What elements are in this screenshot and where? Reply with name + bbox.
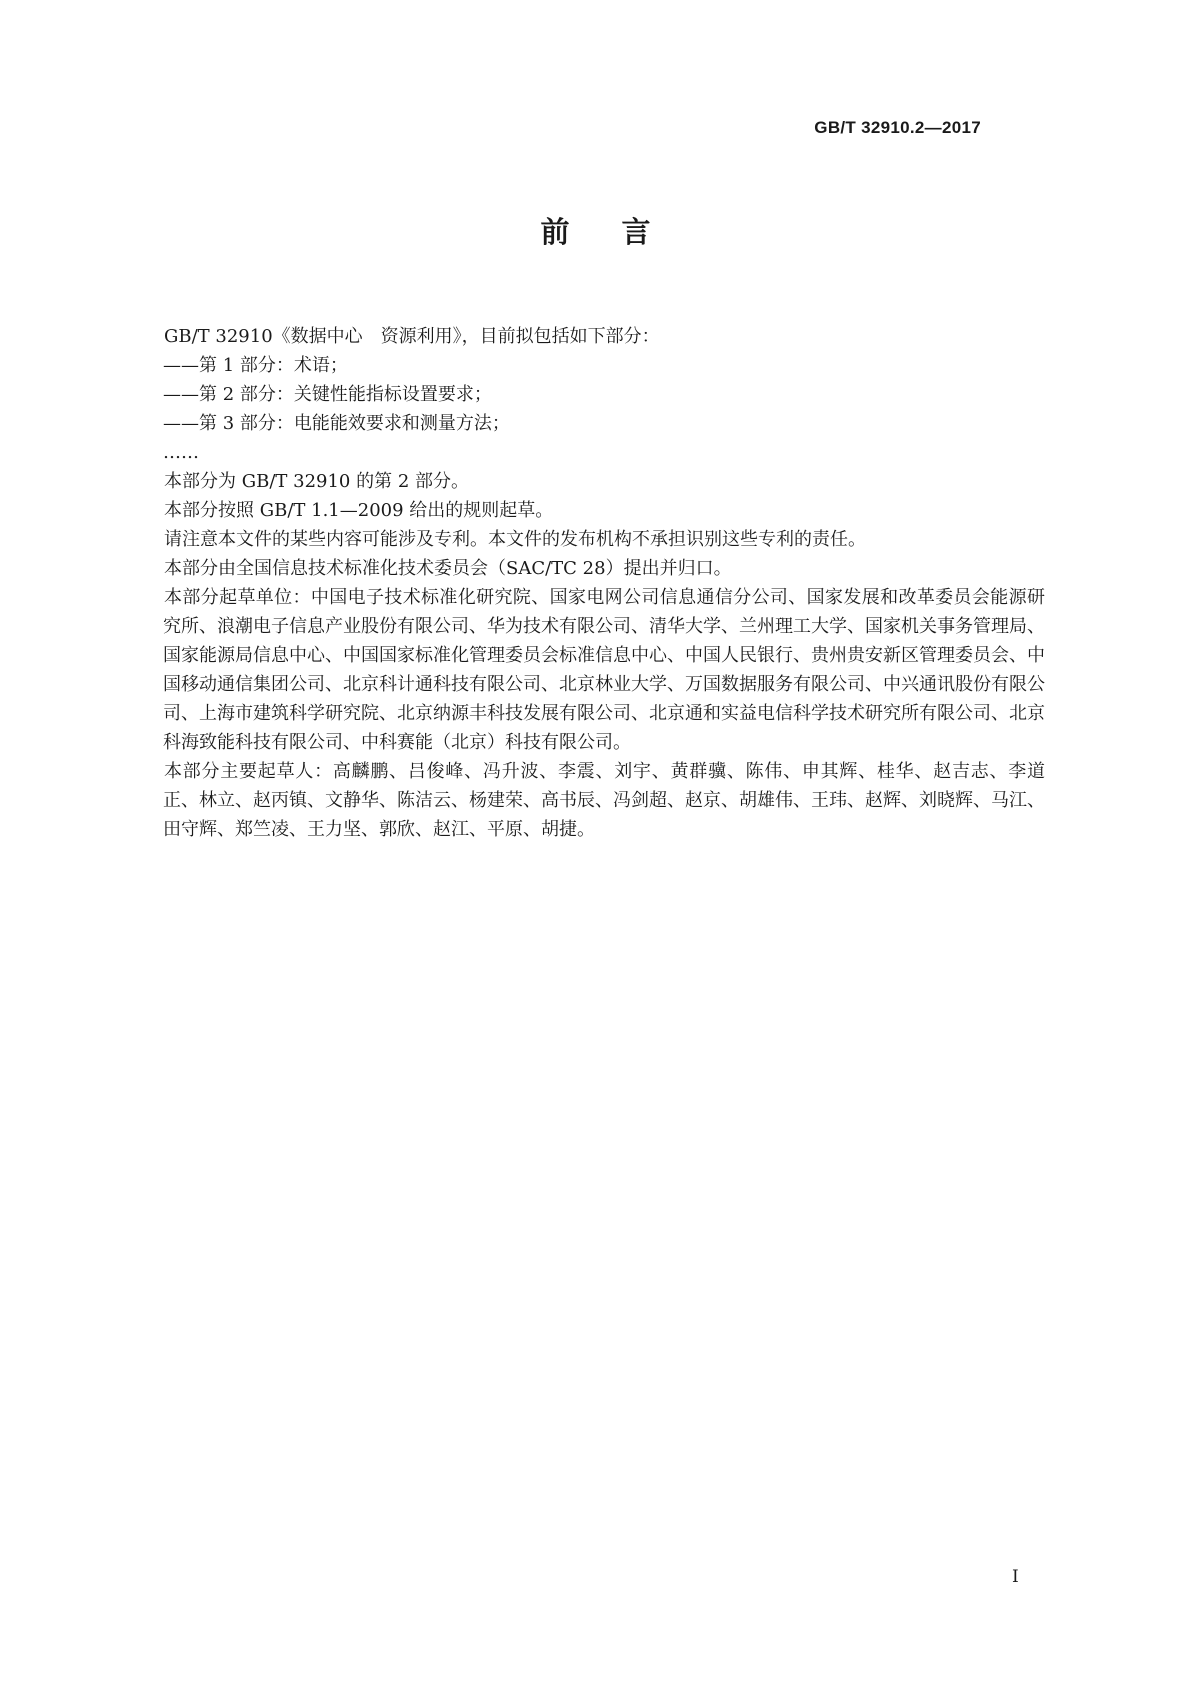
part-of-paragraph: 本部分为 GB/T 32910 的第 2 部分。 xyxy=(164,471,469,492)
part-list-item-1: ——第 1 部分：术语； xyxy=(163,355,348,376)
part-list-item-2: ——第 2 部分：关键性能指标设置要求； xyxy=(163,384,492,405)
page-title: 前言 xyxy=(540,215,703,249)
patent-notice-paragraph: 请注意本文件的某些内容可能涉及专利。本文件的发布机构不承担识别这些专利的责任。 xyxy=(164,529,866,550)
page-number: I xyxy=(1012,1567,1019,1587)
proposed-by-paragraph: 本部分由全国信息技术标准化技术委员会（SAC/TC 28）提出并归口。 xyxy=(164,558,732,579)
drafting-rules-paragraph: 本部分按照 GB/T 1.1—2009 给出的规则起草。 xyxy=(164,500,554,521)
drafters-paragraph: 本部分主要起草人：高麟鹏、吕俊峰、冯升波、李震、刘宇、黄群骥、陈伟、申其辉、桂华、赵吉志、李道正、林立、赵丙镇、文静华、陈洁云、杨建荣、高书辰、冯剑超、赵京、胡雄伟、王玮、赵辉、刘晓辉、马江、田守辉、郑竺凌、王力坚、郭欣、赵江、平原、胡捷。 xyxy=(163,761,1045,840)
intro-paragraph: GB/T 32910《数据中心 资源利用》，目前拟包括如下部分： xyxy=(164,326,660,347)
drafting-units-paragraph: 本部分起草单位：中国电子技术标准化研究院、国家电网公司信息通信分公司、国家发展和改革委员会能源研究所、浪潮电子信息产业股份有限公司、华为技术有限公司、清华大学、兰州理工大学、国家机关事务管理局、国家能源局信息中心、中国国家标准化管理委员会标准信息中心、中国人民银行、贵州贵安新区管理委员会、中国移动通信集团公司、北京科计通科技有限公司、北京林业大学、万国数据服务有限公司、中兴通讯股份有限公司、上海市建筑科学研究院、北京纳源丰科技发展有限公司、北京通和实益电信科学技术研究所有限公司、北京科海致能科技有限公司、中科赛能（北京）科技有限公司。 xyxy=(163,587,1045,753)
document-code: GB/T 32910.2—2017 xyxy=(814,118,981,137)
part-list-item-3: ——第 3 部分：电能能效要求和测量方法； xyxy=(163,413,510,434)
foreword-body xyxy=(163,322,1045,844)
ellipsis: …… xyxy=(163,442,199,463)
